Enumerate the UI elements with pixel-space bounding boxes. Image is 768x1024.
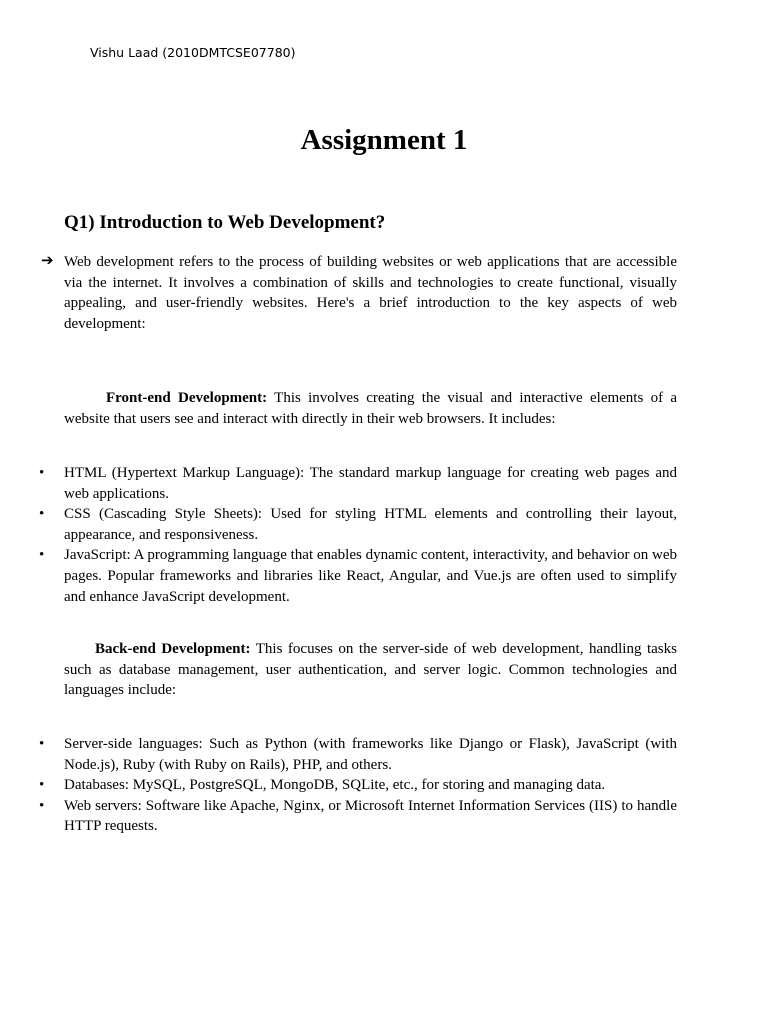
backend-paragraph (64, 639, 677, 701)
list-item-text: JavaScript: A programming language that enables dynamic content, interactivity, and behavior on web pages. Popular frameworks and libraries like React, Angular, and Vue.js are often used to simplify and enhance JavaScript development. (64, 547, 678, 605)
bullet-icon: • (39, 547, 45, 564)
list-item-text: Web servers: Software like Apache, Nginx, or Microsoft Internet Information Services (IIS) to handle HTTP requests. (64, 797, 677, 835)
list-item-text: Server-side languages: Such as Python (with frameworks like Django or Flask), JavaScript (with Node.js), Ruby (with Ruby on Rails), PHP, and others. (64, 736, 677, 773)
backend-list (0, 734, 677, 837)
list-item (0, 463, 677, 504)
page-header-author: Vishu Laad (2010DMTCSE07780) (90, 45, 296, 60)
list-item-text: HTML (Hypertext Markup Language): The standard markup language for creating web pages and web applications. (64, 465, 677, 502)
list-item-text: CSS (Cascading Style Sheets): Used for styling HTML elements and controlling their layout, appearance, and responsiveness. (64, 506, 677, 543)
bullet-icon: • (39, 797, 45, 814)
list-item (0, 504, 677, 545)
arrow-right-icon: ➔ (41, 251, 54, 269)
question-heading: Q1) Introduction to Web Development? (64, 212, 386, 233)
backend-heading: Back-end Development: (95, 641, 251, 657)
intro-paragraph: Web development refers to the process of building websites or web applications that are accessible via the internet. It involves a combination of skills and technologies to create functional, visually appealing, and user-friendly websites. Here's a brief introduction to the key aspects of web development: (64, 254, 677, 332)
frontend-heading: Front-end Development: (106, 390, 268, 406)
backend-text: This focuses on the server-side of web development, handling tasks such as database management, user authentication, and server logic. Common technologies and languages include: (64, 641, 677, 699)
list-item (0, 734, 677, 775)
bullet-icon: • (39, 736, 45, 752)
bullet-icon: • (39, 506, 45, 523)
bullet-icon: • (39, 777, 45, 794)
list-item-text: Databases: MySQL, PostgreSQL, MongoDB, SQLite, etc., for storing and managing data. (64, 777, 606, 794)
frontend-list (0, 463, 677, 607)
bullet-icon: • (39, 465, 45, 481)
page-title: Assignment 1 (300, 124, 468, 156)
list-item (0, 775, 677, 796)
frontend-text: This involves creating the visual and interactive elements of a website that users see and interact with directly in their web browsers. It includes: (64, 390, 678, 427)
list-item (0, 796, 677, 837)
frontend-paragraph (64, 388, 677, 429)
list-item (0, 545, 677, 607)
